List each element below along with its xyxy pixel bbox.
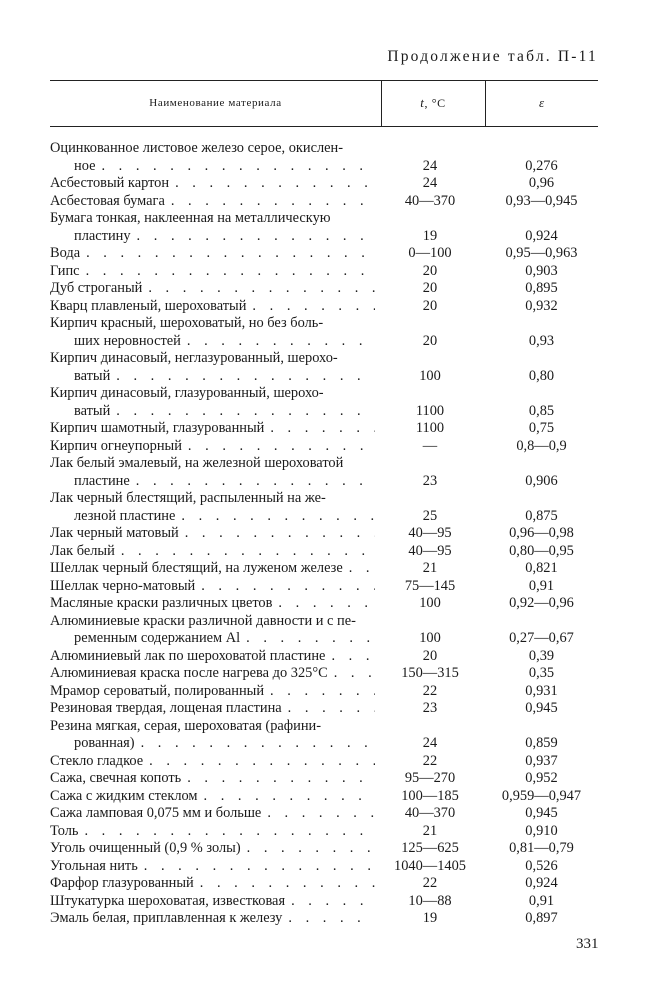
material-name-line: Вода — [50, 245, 81, 261]
material-name-line: Алюминиевая краска после нагрева до 325°C — [50, 665, 328, 681]
dot-leader — [288, 700, 375, 718]
material-name-line: Кварц плавленый, шероховатый — [50, 297, 247, 314]
material-name-line: Фарфор глазурованный — [50, 875, 194, 891]
table-row — [50, 700, 598, 718]
emissivity-value: 0,526 — [525, 857, 558, 874]
temperature-value: 19 — [422, 910, 438, 926]
temperature-unit: , °C — [424, 95, 446, 110]
table-row — [50, 613, 598, 648]
table-row — [50, 893, 598, 911]
material-name — [50, 455, 375, 490]
material-name — [50, 420, 375, 438]
temperature-value: 24 — [422, 735, 438, 751]
emissivity-value: 0,85 — [528, 402, 555, 419]
dot-leader — [246, 630, 375, 648]
emissivity-value: 0,903 — [525, 262, 558, 279]
emissivity-value: 0,80 — [528, 367, 555, 384]
dot-leader — [288, 910, 375, 928]
dot-leader — [116, 368, 375, 386]
material-name-line: Дуб строганый — [50, 280, 143, 296]
table-row — [50, 753, 598, 771]
temperature-value: 95—270 — [404, 770, 456, 786]
table-row — [50, 788, 598, 806]
dot-leader — [141, 735, 375, 753]
material-name-line: Резина мягкая, серая, шероховатая (рафини- — [50, 717, 322, 734]
temperature-value: 22 — [422, 752, 438, 769]
emissivity-value: 0,906 — [525, 472, 558, 489]
dot-leader — [181, 508, 375, 526]
table-row — [50, 543, 598, 561]
temperature-value: 22 — [422, 875, 438, 891]
column-header-temperature — [381, 84, 485, 122]
material-name-line: Шеллак черно-матовый — [50, 577, 196, 594]
material-name — [50, 280, 375, 298]
table-row — [50, 595, 598, 613]
emissivity-value: 0,96 — [528, 175, 555, 191]
emissivity-value: 0,937 — [525, 752, 558, 769]
temperature-value: 40—95 — [408, 542, 452, 559]
table-row — [50, 560, 598, 578]
emissivity-value: 0,276 — [525, 157, 558, 174]
dot-leader — [291, 893, 375, 911]
temperature-value: 24 — [422, 175, 438, 191]
temperature-value: 19 — [422, 227, 438, 244]
dot-leader — [331, 648, 375, 666]
table-row — [50, 175, 598, 193]
dot-leader — [101, 158, 375, 176]
dot-leader — [116, 403, 375, 421]
material-name-continuation: пластине — [74, 472, 130, 489]
material-name — [50, 245, 375, 263]
temperature-value: 21 — [422, 822, 438, 839]
material-name — [50, 753, 375, 771]
temperature-value: 21 — [422, 560, 438, 576]
emissivity-value: 0,39 — [528, 647, 555, 664]
material-name — [50, 140, 375, 175]
table-row — [50, 525, 598, 543]
table-row — [50, 438, 598, 456]
temperature-value: 24 — [422, 157, 438, 174]
dot-leader — [149, 753, 375, 771]
emissivity-value: 0,959—0,947 — [501, 787, 582, 804]
material-name-continuation: ших неровностей — [74, 332, 181, 349]
temperature-value: 40—95 — [408, 525, 452, 541]
emissivity-value: 0,8—0,9 — [516, 437, 567, 454]
temperature-value: 23 — [422, 472, 438, 489]
temperature-value: 10—88 — [408, 892, 452, 909]
emissivity-value: 0,91 — [528, 577, 555, 594]
material-name — [50, 700, 375, 718]
emissivity-value: 0,924 — [525, 875, 558, 891]
material-name — [50, 665, 375, 683]
dot-leader — [171, 193, 375, 211]
dot-leader — [137, 228, 375, 246]
material-name-continuation: ватый — [74, 367, 111, 384]
material-name-line: Кирпич динасовый, глазурованный, шерохо- — [50, 385, 324, 401]
material-name — [50, 788, 375, 806]
table-row — [50, 805, 598, 823]
table-row — [50, 578, 598, 596]
temperature-value: 100 — [419, 595, 441, 611]
table-row — [50, 263, 598, 281]
material-name — [50, 350, 375, 385]
dot-leader — [175, 175, 375, 193]
material-name — [50, 385, 375, 420]
temperature-value: — — [422, 437, 438, 454]
material-name — [50, 823, 375, 841]
emissivity-value: 0,821 — [525, 560, 558, 576]
material-name-line: Масляные краски различных цветов — [50, 595, 273, 611]
emissivity-value: 0,859 — [525, 735, 558, 751]
table-row — [50, 455, 598, 490]
material-name-continuation: ременным содержанием Al — [74, 630, 241, 646]
material-name-line: Сажа, свечная копоть — [50, 770, 182, 786]
dot-leader — [204, 788, 375, 806]
table-row — [50, 648, 598, 666]
material-name-line: Эмаль белая, приплавленная к железу — [50, 910, 283, 926]
table-row — [50, 718, 598, 753]
emissivity-value: 0,875 — [525, 507, 558, 524]
emissivity-value: 0,952 — [525, 770, 558, 786]
dot-leader — [136, 473, 375, 491]
material-name — [50, 893, 375, 911]
dot-leader — [201, 578, 375, 596]
material-name-line: Кирпич шамотный, глазурованный — [50, 420, 265, 436]
material-name-line: Асбестовая бумага — [50, 192, 165, 209]
temperature-value: 100—185 — [401, 787, 459, 804]
material-name — [50, 560, 375, 578]
dot-leader — [185, 525, 375, 543]
dot-leader — [349, 560, 375, 578]
material-name — [50, 543, 375, 561]
temperature-value: 20 — [422, 262, 438, 279]
dot-leader — [252, 298, 375, 316]
table-row — [50, 193, 598, 211]
dot-leader — [144, 858, 375, 876]
temperature-value: 20 — [422, 332, 438, 349]
material-name-line: Уголь очищенный (0,9 % золы) — [50, 840, 241, 856]
material-name — [50, 910, 375, 928]
table-row — [50, 315, 598, 350]
material-name — [50, 315, 375, 350]
emissivity-value: 0,93 — [528, 332, 555, 349]
material-name-line: Лак черный матовый — [50, 525, 179, 541]
emissivity-value: 0,93—0,945 — [505, 192, 578, 209]
material-name-continuation: лезной пластине — [74, 507, 176, 524]
table-row — [50, 875, 598, 893]
table-row — [50, 490, 598, 525]
emissivity-value: 0,96—0,98 — [509, 525, 574, 541]
material-name-line: Толь — [50, 822, 79, 839]
material-name — [50, 263, 375, 281]
materials-table — [50, 140, 598, 928]
material-name — [50, 175, 375, 193]
material-name-continuation: пластину — [74, 227, 131, 244]
emissivity-value: 0,895 — [525, 280, 558, 296]
table-header-rule — [50, 126, 598, 127]
material-name-line: Кирпич динасовый, неглазурованный, шерохо- — [50, 350, 338, 366]
table-row — [50, 140, 598, 175]
temperature-value: 100 — [419, 630, 441, 646]
material-name — [50, 858, 375, 876]
material-name-line: Лак черный блестящий, распыленный на же- — [50, 490, 326, 506]
material-name-line: Резиновая твердая, лощеная пластина — [50, 700, 282, 716]
material-name — [50, 298, 375, 316]
temperature-value: 1100 — [415, 420, 445, 436]
table-row — [50, 245, 598, 263]
temperature-value: 1040—1405 — [394, 857, 466, 874]
material-name — [50, 613, 375, 648]
material-name — [50, 840, 375, 858]
material-name — [50, 683, 375, 701]
emissivity-value: 0,91 — [528, 892, 555, 909]
dot-leader — [121, 543, 375, 561]
material-name — [50, 438, 375, 456]
table-row — [50, 858, 598, 876]
material-name-line: Лак белый — [50, 542, 115, 559]
emissivity-value: 0,924 — [525, 227, 558, 244]
material-name-continuation: ватый — [74, 402, 111, 419]
table-row — [50, 210, 598, 245]
material-name-line: Лак белый эмалевый, на железной шероховатой — [50, 455, 344, 471]
temperature-value: 23 — [422, 700, 438, 716]
temperature-value: 150—315 — [401, 665, 459, 681]
material-name — [50, 595, 375, 613]
material-name — [50, 648, 375, 666]
emissivity-value: 0,80—0,95 — [509, 542, 574, 559]
table-row — [50, 420, 598, 438]
material-name-line: Гипс — [50, 262, 80, 279]
material-name — [50, 578, 375, 596]
emissivity-value: 0,910 — [525, 822, 558, 839]
temperature-value: 20 — [422, 280, 438, 296]
table-row — [50, 665, 598, 683]
dot-leader — [187, 333, 375, 351]
dot-leader — [187, 770, 375, 788]
temperature-value: 20 — [422, 647, 438, 664]
dot-leader — [86, 263, 375, 281]
material-name-line: Алюминиевый лак по шероховатой пластине — [50, 647, 326, 664]
dot-leader — [148, 280, 375, 298]
temperature-value: 22 — [422, 682, 438, 699]
emissivity-value: 0,81—0,79 — [509, 840, 574, 856]
table-top-rule — [50, 80, 598, 81]
dot-leader — [270, 420, 375, 438]
table-row — [50, 823, 598, 841]
table-row — [50, 770, 598, 788]
temperature-value: 0—100 — [408, 245, 452, 261]
material-name — [50, 490, 375, 525]
emissivity-value: 0,931 — [525, 682, 558, 699]
table-row — [50, 350, 598, 385]
temperature-value: 40—370 — [404, 192, 456, 209]
material-name-line: Шеллак черный блестящий, на луженом железе — [50, 560, 343, 576]
material-name — [50, 875, 375, 893]
temperature-value: 100 — [419, 367, 441, 384]
material-name-line: Сажа с жидким стеклом — [50, 787, 198, 804]
material-name-line: Алюминиевые краски различной давности и с пе- — [50, 612, 356, 629]
material-name — [50, 770, 375, 788]
dot-leader — [84, 823, 375, 841]
temperature-symbol: t — [420, 95, 425, 110]
emissivity-value: 0,932 — [525, 297, 558, 314]
dot-leader — [334, 665, 375, 683]
dot-leader — [86, 245, 375, 263]
emissivity-value: 0,35 — [528, 665, 555, 681]
emissivity-value: 0,75 — [528, 420, 555, 436]
temperature-value: 75—145 — [404, 577, 456, 594]
material-name-line: Мрамор сероватый, полированный — [50, 682, 265, 699]
material-name-line: Кирпич огнеупорный — [50, 437, 182, 454]
table-continuation-title: Продолжение табл. П-11 — [387, 48, 598, 65]
dot-leader — [267, 805, 375, 823]
temperature-value: 25 — [422, 507, 438, 524]
page-number: 331 — [576, 936, 599, 952]
table-row — [50, 840, 598, 858]
table-row — [50, 298, 598, 316]
temperature-value: 1100 — [415, 402, 445, 419]
material-name — [50, 718, 375, 753]
material-name — [50, 805, 375, 823]
material-name — [50, 210, 375, 245]
emissivity-value: 0,27—0,67 — [509, 630, 574, 646]
material-name — [50, 193, 375, 211]
temperature-value: 20 — [422, 297, 438, 314]
material-name-line: Асбестовый картон — [50, 175, 170, 191]
material-name-line: Кирпич красный, шероховатый, но без боль- — [50, 315, 324, 331]
table-row — [50, 280, 598, 298]
temperature-value: 125—625 — [401, 840, 459, 856]
material-name-line: Оцинкованное листовое железо серое, окислен- — [50, 140, 344, 156]
dot-leader — [247, 840, 375, 858]
material-name — [50, 525, 375, 543]
emissivity-value: 0,92—0,96 — [509, 595, 574, 611]
material-name-line: Угольная нить — [50, 857, 138, 874]
material-name-continuation: ное — [74, 157, 96, 174]
dot-leader — [188, 438, 375, 456]
emissivity-value: 0,95—0,963 — [505, 245, 578, 261]
dot-leader — [200, 875, 375, 893]
emissivity-value: 0,945 — [525, 700, 558, 716]
dot-leader — [270, 683, 375, 701]
material-name-line: Штукатурка шероховатая, известковая — [50, 892, 286, 909]
table-row — [50, 910, 598, 928]
table-row — [50, 683, 598, 701]
table-row — [50, 385, 598, 420]
material-name-line: Стекло гладкое — [50, 752, 144, 769]
column-header-emissivity: ε — [538, 95, 545, 110]
temperature-value: 40—370 — [404, 805, 456, 821]
dot-leader — [278, 595, 375, 613]
material-name-line: Сажа ламповая 0,075 мм и больше — [50, 805, 262, 821]
emissivity-value: 0,897 — [525, 910, 558, 926]
material-name-line: Бумага тонкая, наклеенная на металлическую — [50, 210, 331, 226]
material-name-continuation: рованная) — [74, 735, 135, 751]
emissivity-value: 0,945 — [525, 805, 558, 821]
column-header-material: Наименование материала — [149, 97, 282, 109]
